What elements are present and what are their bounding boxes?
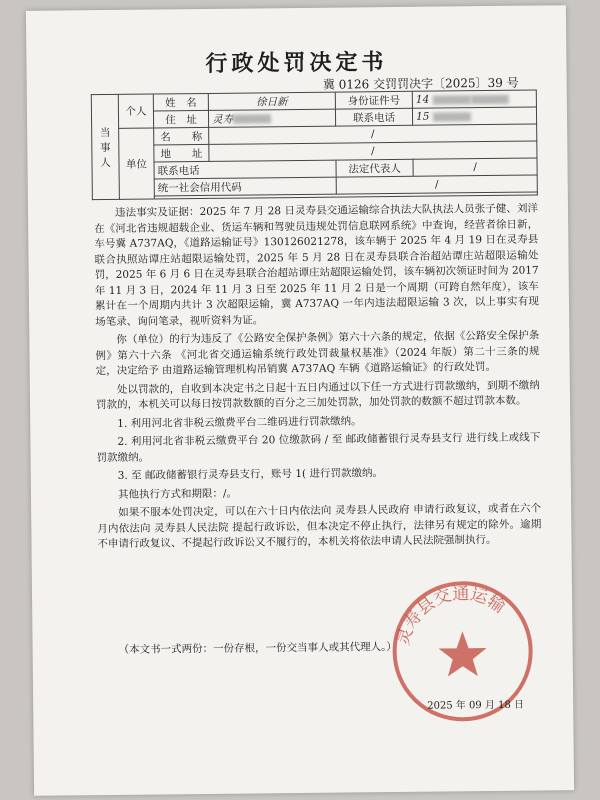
document-title: 行政处罚决定书 bbox=[205, 49, 388, 77]
payment-method-3: 3. 至 邮政储蓄银行灵寿县支行，账号 1( 进行罚款缴纳。 bbox=[117, 467, 383, 482]
unit-address-label: 地 址 bbox=[154, 144, 209, 162]
credit-code-label: 统一社会信用代码 bbox=[154, 177, 336, 196]
phone-value: 15 bbox=[412, 107, 536, 125]
address-value: 灵寿 bbox=[208, 109, 335, 127]
payment-paragraph: 处以罚款的，自收到本决定书之日起十五日内通过以下任一方式进行罚款缴纳，到期不缴纳罚款的，本机关可以每日按罚款数额的百分之三加处罚款，加处罚款的数额不超过罚款本数。 bbox=[95, 378, 540, 412]
party-info-table bbox=[91, 90, 538, 201]
decision-body bbox=[94, 201, 542, 555]
svg-text:灵寿县交通运输 bbox=[393, 584, 509, 648]
violation-paragraph: 你（单位）的行为违反了《公路安全保护条例》第六十六条的规定，依据《公路安全保护条例》第六十六条 《河北省交通运输系统行政处罚裁量权基准》（2024 年版）第二十三条的规定，决定给予 由道路运输管理机构吊销冀 A737AQ 车辆《道路运输证》的行政处罚。 bbox=[95, 329, 540, 378]
address-label: 住 址 bbox=[153, 110, 208, 128]
other-execution: 其他执行方式和期限：/。 bbox=[117, 487, 238, 501]
credit-code-value: / bbox=[336, 175, 537, 194]
seal-text: 灵寿县交通运输 bbox=[393, 584, 509, 648]
seal-date: 2025 年 09 月 18 日 bbox=[427, 699, 525, 712]
appeal-paragraph: 如果不服本处罚决定，可以在六十日内依法向 灵寿县人民政府 申请行政复议，或者在六个月内依法向 灵寿县人民法院 提起行政诉讼，但本决定不停止执行，法律另有规定的除外。逾期不申请行政复议、不提起行政诉讼又不履行的，本机关将依法申请人民法院强制执行。 bbox=[97, 502, 542, 551]
id-value: 14 bbox=[412, 90, 536, 108]
document-number: 冀 0126 交罚罚决字〔2025〕39 号 bbox=[322, 75, 519, 92]
individual-label: 个人 bbox=[118, 94, 153, 128]
legal-rep-label: 法定代表人 bbox=[336, 159, 413, 177]
unit-phone-label: 联系电话 bbox=[154, 160, 336, 179]
payment-method-2: 2. 利用河北省非税云缴费平台 20 位缴款码 / 至 邮政储蓄银行灵寿县支行 进行线上或线下罚款缴纳。 bbox=[96, 431, 541, 464]
legal-rep-value: / bbox=[413, 158, 537, 176]
copies-note: （本文书一式两份：一份存根，一份交当事人或其代理人。） bbox=[118, 640, 397, 656]
unit-address-value: / bbox=[209, 141, 537, 161]
document-page bbox=[26, 5, 574, 796]
name-label: 姓 名 bbox=[153, 93, 208, 111]
facts-paragraph: 违法事实及证据：2025 年 7 月 28 日灵寿县交通运输综合执法大队执法人员张子健、刘洋在《河北省违规超载企业、货运车辆和驾驶员违规处罚信息联网系统》中查询，经营者徐日新，车号冀 A737AQ，《道路运输证号》130126021278，该车辆于 2025 年 4 月 19 日在灵寿县联合执照站谭庄站超限运输处罚，2025 年 5 月 28 日在灵寿县联合治超站谭庄站超限运输处罚，2025 年 6 月 6 日在灵寿县联合治超站谭庄站超限运输处罚，该车辆初次领证时间为 2017 年 11 月 3 日，2024 年 11 月 3 日至 2025 年 11 月 2 日是一个周期（可跨自然年度），该车累计在一个周期内共计 3 次超限运输，冀 A737AQ 一年内违法超限运输 3 次，以上事实有现场笔录、询问笔录，视听资料为证。 bbox=[94, 202, 540, 328]
id-label: 身份证件号 bbox=[335, 91, 412, 109]
payment-method-1: 1. 利用河北省非税云缴费平台二维码进行罚款缴纳。 bbox=[117, 414, 362, 430]
unit-name-value: / bbox=[209, 124, 537, 144]
name-value: 徐日新 bbox=[208, 92, 335, 110]
phone-label: 联系电话 bbox=[335, 108, 412, 126]
unit-label: 单位 bbox=[119, 128, 155, 199]
party-group-label: 当事人 bbox=[91, 94, 119, 199]
unit-name-label: 名 称 bbox=[154, 127, 209, 145]
